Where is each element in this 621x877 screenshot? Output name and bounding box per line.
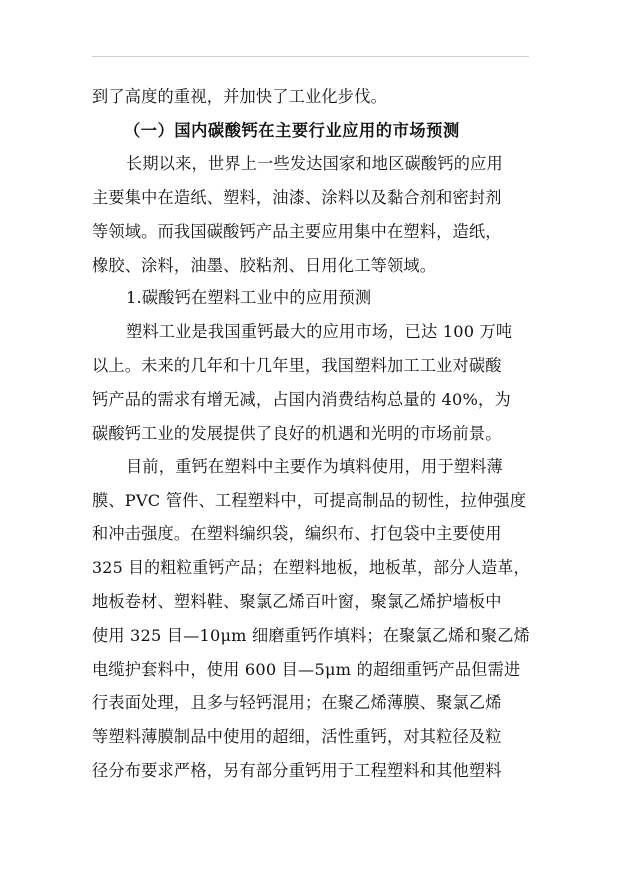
subsection-heading: 1.碳酸钙在塑料工业中的应用预测 <box>126 288 372 307</box>
text-line: 325 目的粗粒重钙产品；在塑料地板，地板革，部分人造革， <box>92 558 530 577</box>
text-line: 目前，重钙在塑料中主要作为填料使用，用于塑料薄 <box>126 457 503 476</box>
text-line: 长期以来，世界上一些发达国家和地区碳酸钙的应用 <box>126 154 503 173</box>
text-line: 径分布要求严格，另有部分重钙用于工程塑料和其他塑料 <box>92 761 502 780</box>
text-line: 和冲击强度。在塑料编织袋，编织布、打包袋中主要使用 <box>92 524 502 543</box>
text-line: 钙产品的需求有增无减，占国内消费结构总量的 40%，为 <box>92 390 511 409</box>
text-line: 以上。未来的几年和十几年里，我国塑料加工工业对碳酸 <box>92 356 502 375</box>
text-line: 主要集中在造纸、塑料，油漆、涂料以及黏合剂和密封剂 <box>92 188 502 207</box>
text-line: 使用 325 目—10μm 细磨重钙作填料；在聚氯乙烯和聚乙烯 <box>92 626 530 645</box>
text-line: 等领域。而我国碳酸钙产品主要应用集中在塑料，造纸， <box>92 222 502 241</box>
header-rule <box>92 56 529 57</box>
text-line: 到了高度的重视，并加快了工业化步伐。 <box>92 87 387 106</box>
section-heading: （一）国内碳酸钙在主要行业应用的市场预测 <box>124 121 460 140</box>
text-line: 等塑料薄膜制品中使用的超细，活性重钙，对其粒径及粒 <box>92 727 502 746</box>
text-line: 膜、PVC 管件、工程塑料中，可提高制品的韧性，拉伸强度 <box>92 491 527 510</box>
text-line: 橡胶、涂料，油墨、胶粘剂、日用化工等领域。 <box>92 256 437 275</box>
text-line: 塑料工业是我国重钙最大的应用市场，已达 100 万吨 <box>126 322 513 341</box>
text-line: 碳酸钙工业的发展提供了良好的机遇和光明的市场前景。 <box>92 424 502 443</box>
text-line: 地板卷材、塑料鞋、聚氯乙烯百叶窗，聚氯乙烯护墙板中 <box>92 592 502 611</box>
text-line: 电缆护套料中，使用 600 目—5μm 的超细重钙产品但需进 <box>92 660 521 679</box>
text-line: 行表面处理，且多与轻钙混用；在聚乙烯薄膜、聚氯乙烯 <box>92 693 502 712</box>
